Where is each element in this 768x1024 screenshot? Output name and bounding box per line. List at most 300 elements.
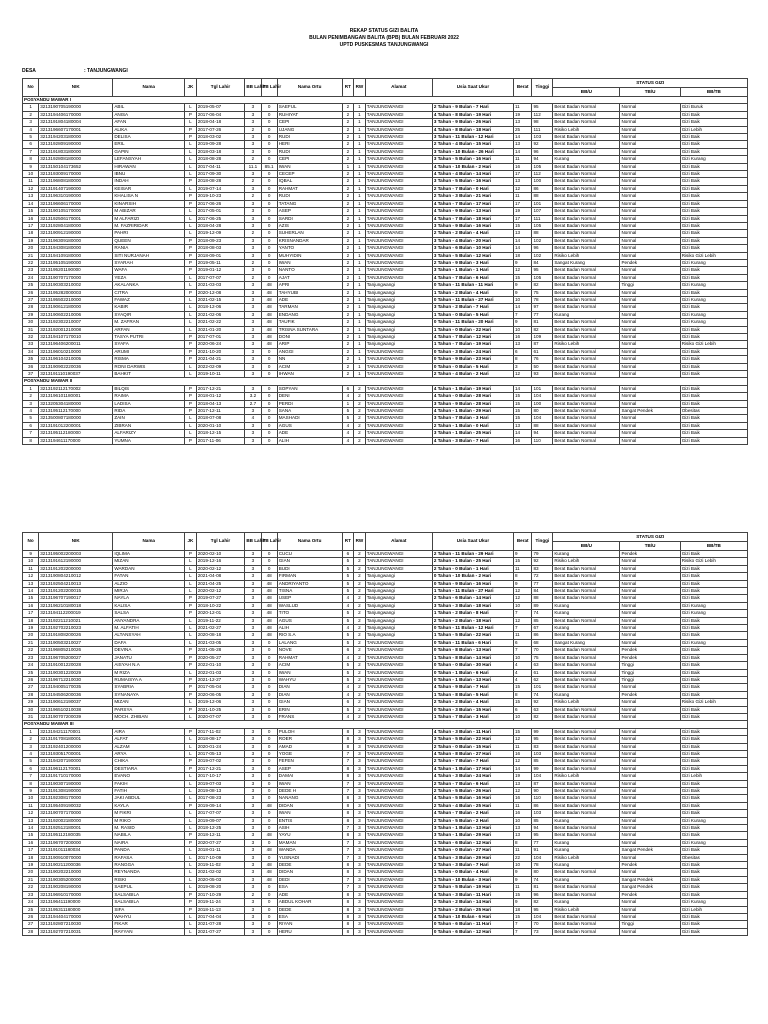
cell-tb: 0 bbox=[261, 810, 277, 817]
cell-usia: 1 Tahun - 0 Bulan - 5 Hari bbox=[432, 311, 513, 318]
cell-nama: ARFAN bbox=[113, 326, 185, 333]
cell-bbu: Berat Badan Normal bbox=[553, 913, 620, 920]
table-row bbox=[23, 891, 748, 898]
cell-ortu: UJANG bbox=[277, 126, 342, 133]
cell-bbtb: Gizi Baik bbox=[680, 222, 747, 229]
cell-nik: 3213190602210006 bbox=[39, 311, 113, 318]
cell-no: 22 bbox=[23, 259, 39, 266]
cell-tbu: Normal bbox=[620, 304, 680, 311]
cell-berat: 22 bbox=[513, 854, 532, 861]
cell-usia: 2 Tahun - 2 Bulan - 4 Hari bbox=[432, 230, 513, 237]
cell-nama: KABIR bbox=[113, 304, 185, 311]
posyandu-section-row bbox=[23, 378, 748, 385]
cell-alamat: TANJUNGWANGI bbox=[365, 393, 432, 400]
cell-bbtb: Gizi Baik bbox=[680, 928, 747, 935]
cell-usia: 4 Tahun - 7 Bulan - 2 Hari bbox=[432, 810, 513, 817]
cell-nik: 3213196309180000 bbox=[39, 237, 113, 244]
cell-nama: SAEPUL bbox=[113, 884, 185, 891]
report-institution: UPTD PUSKESMAS TANJUNGWANGI bbox=[339, 42, 429, 48]
cell-usia: 0 Tahun - 11 Bulan - 27 Hari bbox=[432, 296, 513, 303]
cell-ortu: AJAT bbox=[277, 274, 342, 281]
cell-no: 17 bbox=[23, 222, 39, 229]
column-header-tb: TB Lahir bbox=[261, 79, 277, 97]
cell-tgl: 2017-04-04 bbox=[196, 913, 245, 920]
cell-ortu: APRI bbox=[277, 282, 342, 289]
cell-rw: 3 bbox=[354, 825, 366, 832]
cell-no: 25 bbox=[23, 906, 39, 913]
cell-ortu: HERI bbox=[277, 141, 342, 148]
cell-jk: L bbox=[185, 171, 197, 178]
cell-tbu: Normal bbox=[620, 699, 680, 706]
cell-tbu: Normal bbox=[620, 780, 680, 787]
cell-ortu: DEDE H bbox=[277, 788, 342, 795]
cell-tgl: 2017-10-09 bbox=[196, 854, 245, 861]
cell-bb: 3 bbox=[245, 713, 261, 720]
cell-bbtb: Gizi Baik bbox=[680, 371, 747, 378]
cell-bbu: Berat Badan Normal bbox=[553, 134, 620, 141]
cell-nik: 3213196606170000 bbox=[39, 200, 113, 207]
cell-tgl: 2020-12-08 bbox=[196, 289, 245, 296]
cell-tb: 48 bbox=[261, 588, 277, 595]
cell-bbu: Risiko Lebih bbox=[553, 773, 620, 780]
cell-nik: 3213195409190032 bbox=[39, 802, 113, 809]
cell-bb: 3 bbox=[245, 237, 261, 244]
cell-nik: 3213193051700001 bbox=[39, 750, 113, 757]
cell-bbtb: Obesitas bbox=[680, 408, 747, 415]
cell-jk: P bbox=[185, 437, 197, 444]
cell-tinggi: 88 bbox=[532, 230, 553, 237]
cell-nik: 3213196808180000 bbox=[39, 178, 113, 185]
cell-tbu: Normal bbox=[620, 126, 680, 133]
cell-tb: 0 bbox=[261, 348, 277, 355]
cell-tbu: Normal bbox=[620, 913, 680, 920]
cell-bbtb: Gizi Baik bbox=[680, 334, 747, 341]
cell-nama: FATAN bbox=[113, 573, 185, 580]
cell-bb: 3 bbox=[245, 551, 261, 558]
cell-nik: 3213192112170002 bbox=[39, 385, 113, 392]
cell-tinggi: 84 bbox=[532, 588, 553, 595]
cell-ortu: AMAD bbox=[277, 743, 342, 750]
cell-alamat: TANJUNGWANGI bbox=[365, 371, 432, 378]
cell-tbu: Normal bbox=[620, 185, 680, 192]
cell-tinggi: 112 bbox=[532, 111, 553, 118]
table-row bbox=[23, 252, 748, 259]
cell-tgl: 2019-10-11 bbox=[196, 371, 245, 378]
cell-nik: 3213195002200003 bbox=[39, 551, 113, 558]
cell-bb: 3 bbox=[245, 802, 261, 809]
cell-berat: 14 bbox=[513, 148, 532, 155]
status-table-1 bbox=[22, 78, 748, 445]
cell-jk: L bbox=[185, 854, 197, 861]
cell-rt: 2 bbox=[342, 208, 354, 215]
cell-usia: 2 Tahun - 5 Bulan - 2 Hari bbox=[432, 817, 513, 824]
cell-jk: P bbox=[185, 341, 197, 348]
cell-usia: 4 Tahun - 3 Bulan - 7 Hari bbox=[432, 437, 513, 444]
cell-bbu: Berat Badan Normal bbox=[553, 891, 620, 898]
cell-alamat: TANJUNGWANGI bbox=[365, 825, 432, 832]
cell-no: 23 bbox=[23, 891, 39, 898]
cell-tinggi: 87 bbox=[532, 341, 553, 348]
cell-rt: 5 bbox=[342, 558, 354, 565]
cell-rt: 8 bbox=[342, 862, 354, 869]
table-row bbox=[23, 296, 748, 303]
cell-bbtb: Gizi Kurang bbox=[680, 319, 747, 326]
cell-tb: 0 bbox=[261, 639, 277, 646]
cell-usia: 3 Tahun - 1 Bulan - 25 Hari bbox=[432, 430, 513, 437]
cell-ortu: CEPI bbox=[277, 156, 342, 163]
cell-tgl: 2017-05-04 bbox=[196, 684, 245, 691]
cell-bb: 3 bbox=[245, 595, 261, 602]
cell-tb: 48 bbox=[261, 610, 277, 617]
table-row bbox=[23, 610, 748, 617]
cell-tinggi: 73 bbox=[532, 928, 553, 935]
cell-nik: 3213191803180000 bbox=[39, 148, 113, 155]
cell-bb: 3 bbox=[245, 341, 261, 348]
cell-tinggi: 105 bbox=[532, 163, 553, 170]
cell-tinggi: 104 bbox=[532, 415, 553, 422]
cell-tgl: 2018-07-08 bbox=[196, 415, 245, 422]
cell-no: 18 bbox=[23, 230, 39, 237]
cell-bbu: Berat Badan Normal bbox=[553, 393, 620, 400]
cell-tbu: Normal bbox=[620, 267, 680, 274]
cell-tinggi: 91 bbox=[532, 847, 553, 854]
cell-tinggi: 110 bbox=[532, 795, 553, 802]
cell-ortu: TAUFIK bbox=[277, 319, 342, 326]
table-row bbox=[23, 126, 748, 133]
cell-rt: 2 bbox=[342, 356, 354, 363]
cell-no: 14 bbox=[23, 588, 39, 595]
table-row bbox=[23, 245, 748, 252]
cell-bbtb: Gizi Baik bbox=[680, 595, 747, 602]
cell-rw: 1 bbox=[354, 237, 366, 244]
cell-jk: L bbox=[185, 773, 197, 780]
cell-no: 5 bbox=[23, 134, 39, 141]
cell-usia: 0 Tahun - 1 Bulan - 6 Hari bbox=[432, 669, 513, 676]
column-header-tgl: Tgl Lahir bbox=[196, 79, 245, 97]
cell-alamat: TANJUNGWANGI bbox=[365, 862, 432, 869]
cell-nama: ZAIN bbox=[113, 415, 185, 422]
cell-tb: 0 bbox=[261, 126, 277, 133]
cell-tinggi: 112 bbox=[532, 171, 553, 178]
cell-alamat: Tanjungwangi bbox=[365, 595, 432, 602]
cell-nama: QUEEN bbox=[113, 237, 185, 244]
cell-nik: 3213192002180000 bbox=[39, 817, 113, 824]
cell-nama: M ALFARIZI bbox=[113, 215, 185, 222]
cell-nik: 3213196705200027 bbox=[39, 654, 113, 661]
cell-tb: 48 bbox=[261, 580, 277, 587]
cell-jk: P bbox=[185, 356, 197, 363]
cell-nik: 3213192506170001 bbox=[39, 215, 113, 222]
cell-nama: JAKI ABDUL bbox=[113, 795, 185, 802]
column-header-usia: Usia Saat Ukur bbox=[432, 79, 513, 97]
cell-tgl: 2017-07-26 bbox=[196, 126, 245, 133]
cell-nik: 3213196210180018 bbox=[39, 602, 113, 609]
cell-berat: 14 bbox=[513, 134, 532, 141]
cell-no: 25 bbox=[23, 669, 39, 676]
cell-nama: SALSA bbox=[113, 610, 185, 617]
cell-ortu: GIAN bbox=[277, 558, 342, 565]
cell-bbtb: Gizi Baik bbox=[680, 230, 747, 237]
cell-tbu: Normal bbox=[620, 580, 680, 587]
cell-tgl: 2018-04-18 bbox=[196, 119, 245, 126]
cell-rw: 3 bbox=[354, 795, 366, 802]
cell-tb: 0 bbox=[261, 415, 277, 422]
cell-bb: 3 bbox=[245, 662, 261, 669]
cell-bbu: Berat Badan Normal bbox=[553, 588, 620, 595]
cell-bbu: Berat Badan Normal bbox=[553, 385, 620, 392]
cell-bb: 3 bbox=[245, 422, 261, 429]
cell-bbtb: Gizi Baik bbox=[680, 348, 747, 355]
cell-tbu: Normal bbox=[620, 334, 680, 341]
cell-no: 4 bbox=[23, 408, 39, 415]
cell-no: 16 bbox=[23, 215, 39, 222]
cell-bbtb: Gizi Baik bbox=[680, 326, 747, 333]
cell-ortu: PERDI bbox=[277, 400, 342, 407]
cell-tb: 0 bbox=[261, 356, 277, 363]
cell-rt: 2 bbox=[342, 171, 354, 178]
cell-bbtb: Gizi Lebih bbox=[680, 773, 747, 780]
cell-rw: 2 bbox=[354, 422, 366, 429]
cell-nik: 3213150104173652 bbox=[39, 163, 113, 170]
cell-rt: 2 bbox=[342, 334, 354, 341]
cell-ortu: ARIP bbox=[277, 341, 342, 348]
cell-jk: P bbox=[185, 237, 197, 244]
cell-alamat: Tanjungwangi bbox=[365, 304, 432, 311]
cell-jk: L bbox=[185, 304, 197, 311]
cell-bb: 3 bbox=[245, 669, 261, 676]
cell-tinggi: 85 bbox=[532, 617, 553, 624]
cell-tb: 0 bbox=[261, 780, 277, 787]
cell-tb: 0 bbox=[261, 185, 277, 192]
cell-no: 12 bbox=[23, 185, 39, 192]
cell-alamat: Tanjungwangi bbox=[365, 296, 432, 303]
cell-tinggi: 77 bbox=[532, 839, 553, 846]
cell-rw: 3 bbox=[354, 758, 366, 765]
cell-ortu: ENTIS bbox=[277, 817, 342, 824]
cell-bbu: Berat Badan Normal bbox=[553, 408, 620, 415]
cell-berat: 11 bbox=[513, 802, 532, 809]
cell-tbu: Normal bbox=[620, 148, 680, 155]
cell-tbu: Normal bbox=[620, 171, 680, 178]
cell-tgl: 2019-08-20 bbox=[196, 884, 245, 891]
cell-tinggi: 89 bbox=[532, 602, 553, 609]
cell-usia: 4 Tahun - 8 Bulan - 18 Hari bbox=[432, 126, 513, 133]
cell-nama: WAFA bbox=[113, 267, 185, 274]
cell-berat: 14 bbox=[513, 385, 532, 392]
cell-usia: 3 Tahun - 5 Bulan - 22 Hari bbox=[432, 736, 513, 743]
cell-ortu: ERIN bbox=[277, 706, 342, 713]
cell-bb: 3 bbox=[245, 304, 261, 311]
cell-tb: 0 bbox=[261, 669, 277, 676]
cell-alamat: TANJUNGWANGI bbox=[365, 713, 432, 720]
cell-nama: M ABIZAR bbox=[113, 208, 185, 215]
table-row bbox=[23, 839, 748, 846]
cell-tinggi: 92 bbox=[532, 558, 553, 565]
cell-bb: 3 bbox=[245, 639, 261, 646]
cell-bbu: Berat Badan Normal bbox=[553, 565, 620, 572]
cell-bb: 3 bbox=[245, 311, 261, 318]
cell-no: 20 bbox=[23, 632, 39, 639]
cell-nik: 3213194506200036 bbox=[39, 691, 113, 698]
cell-tinggi: 81 bbox=[532, 319, 553, 326]
cell-rw: 2 bbox=[354, 713, 366, 720]
cell-tbu: Normal bbox=[620, 356, 680, 363]
cell-no: 2 bbox=[23, 736, 39, 743]
cell-tbu: Normal bbox=[620, 141, 680, 148]
cell-bbu: Berat Badan Normal bbox=[553, 676, 620, 683]
cell-bb: 3 bbox=[245, 385, 261, 392]
cell-berat: 10 bbox=[513, 602, 532, 609]
cell-bb: 3 bbox=[245, 854, 261, 861]
cell-jk: L bbox=[185, 825, 197, 832]
cell-alamat: TANJUNGWANGI bbox=[365, 728, 432, 735]
cell-jk: L bbox=[185, 371, 197, 378]
cell-bb: 3 bbox=[245, 684, 261, 691]
cell-bbu: Berat Badan Normal bbox=[553, 430, 620, 437]
cell-nik: 3213194611170000 bbox=[39, 437, 113, 444]
cell-tgl: 2021-05-28 bbox=[196, 647, 245, 654]
cell-bb: 3 bbox=[245, 610, 261, 617]
cell-no: 20 bbox=[23, 245, 39, 252]
table-row bbox=[23, 699, 748, 706]
cell-no: 26 bbox=[23, 913, 39, 920]
cell-tgl: 2018-10-22 bbox=[196, 602, 245, 609]
cell-tb: 0 bbox=[261, 788, 277, 795]
cell-usia: 2 Tahun - 6 Bulan - 14 Hari bbox=[432, 595, 513, 602]
cell-tbu: Normal bbox=[620, 200, 680, 207]
cell-rt: 2 bbox=[342, 319, 354, 326]
cell-tgl: 2022-01-10 bbox=[196, 662, 245, 669]
cell-rw: 3 bbox=[354, 899, 366, 906]
cell-rt: 1 bbox=[342, 400, 354, 407]
cell-ortu: ROER bbox=[277, 736, 342, 743]
cell-nik: 3213195502210000 bbox=[39, 296, 113, 303]
cell-tb: 0 bbox=[261, 422, 277, 429]
cell-jk: L bbox=[185, 573, 197, 580]
cell-berat: 19 bbox=[513, 111, 532, 118]
cell-usia: 3 Tahun - 5 Bulan - 16 Hari bbox=[432, 156, 513, 163]
cell-bbtb: Gizi Baik bbox=[680, 267, 747, 274]
cell-tbu: Pendek bbox=[620, 862, 680, 869]
cell-rw: 2 bbox=[354, 573, 366, 580]
cell-berat: 16 bbox=[513, 163, 532, 170]
cell-rt: 2 bbox=[342, 119, 354, 126]
cell-alamat: TANJUNGWANGI bbox=[365, 134, 432, 141]
cell-tbu: Normal bbox=[620, 810, 680, 817]
table-row bbox=[23, 884, 748, 891]
cell-bbu: Berat Badan Normal bbox=[553, 795, 620, 802]
cell-bb: 11.1 bbox=[245, 163, 261, 170]
cell-tbu: Normal bbox=[620, 625, 680, 632]
cell-berat: 12 bbox=[513, 595, 532, 602]
cell-rw: 2 bbox=[354, 691, 366, 698]
cell-berat: 12 bbox=[513, 736, 532, 743]
cell-usia: 0 Tahun - 11 Bulan - 11 Hari bbox=[432, 282, 513, 289]
cell-no: 8 bbox=[23, 156, 39, 163]
cell-jk: P bbox=[185, 691, 197, 698]
cell-rt: 2 bbox=[342, 156, 354, 163]
cell-bb: 3 bbox=[245, 602, 261, 609]
cell-rw: 3 bbox=[354, 847, 366, 854]
cell-ortu: DENI bbox=[277, 393, 342, 400]
cell-tb: 48 bbox=[261, 862, 277, 869]
cell-tgl: 2018-09-23 bbox=[196, 237, 245, 244]
table-row bbox=[23, 334, 748, 341]
cell-bbu: Berat Badan Normal bbox=[553, 326, 620, 333]
cell-berat: 8 bbox=[513, 691, 532, 698]
cell-bbu: Berat Badan Normal bbox=[553, 334, 620, 341]
cell-ortu: YUSNADI bbox=[277, 854, 342, 861]
cell-nik: 3213195311180000 bbox=[39, 906, 113, 913]
table-row bbox=[23, 743, 748, 750]
cell-tinggi: 105 bbox=[532, 222, 553, 229]
cell-no: 14 bbox=[23, 825, 39, 832]
cell-nik: 3213195282000003 bbox=[39, 289, 113, 296]
cell-tgl: 2021-10-25 bbox=[196, 706, 245, 713]
cell-tbu: Normal bbox=[620, 817, 680, 824]
cell-tb: 85.1 bbox=[261, 163, 277, 170]
cell-tb: 0 bbox=[261, 385, 277, 392]
cell-nama: MIRJA bbox=[113, 588, 185, 595]
cell-jk: L bbox=[185, 817, 197, 824]
cell-nama: PAHRI bbox=[113, 230, 185, 237]
cell-rw: 2 bbox=[354, 385, 366, 392]
cell-rt: 6 bbox=[342, 699, 354, 706]
cell-no: 29 bbox=[23, 311, 39, 318]
posyandu-section-title: POSYANDU MAWAR II bbox=[23, 378, 748, 385]
cell-berat: 3 bbox=[513, 363, 532, 370]
cell-ortu: DIDAN bbox=[277, 869, 342, 876]
table-row bbox=[23, 876, 748, 883]
cell-berat: 9 bbox=[513, 282, 532, 289]
table-row bbox=[23, 363, 748, 370]
cell-tbu: Normal bbox=[620, 773, 680, 780]
cell-bbtb: Gizi Baik bbox=[680, 654, 747, 661]
cell-berat: 12 bbox=[513, 788, 532, 795]
cell-ortu: SOPYAN bbox=[277, 385, 342, 392]
cell-rw: 1 bbox=[354, 134, 366, 141]
cell-alamat: TANJUNGWANGI bbox=[365, 639, 432, 646]
cell-tgl: 2018-11-13 bbox=[196, 906, 245, 913]
cell-alamat: TANJUNGWANGI bbox=[365, 245, 432, 252]
cell-nik: 3213190612190037 bbox=[39, 699, 113, 706]
table-row bbox=[23, 580, 748, 587]
cell-alamat: Tanjungwangi bbox=[365, 573, 432, 580]
cell-bbu: Kurang bbox=[553, 610, 620, 617]
cell-tb: 0 bbox=[261, 274, 277, 281]
cell-alamat: TANJUNGWANGI bbox=[365, 758, 432, 765]
cell-nik: 3213190902220036 bbox=[39, 363, 113, 370]
cell-tbu: Normal bbox=[620, 393, 680, 400]
cell-bb: 3 bbox=[245, 847, 261, 854]
table-row bbox=[23, 921, 748, 928]
cell-nik: 3213190211200036 bbox=[39, 862, 113, 869]
cell-nama: AFAN bbox=[113, 119, 185, 126]
cell-bb: 2.7 bbox=[245, 400, 261, 407]
cell-tinggi: 109 bbox=[532, 334, 553, 341]
cell-tgl: 2020-01-24 bbox=[196, 743, 245, 750]
cell-bb: 4 bbox=[245, 415, 261, 422]
cell-usia: 1 Tahun - 5 Bulan - 22 Hari bbox=[432, 632, 513, 639]
cell-nama: KALISA bbox=[113, 602, 185, 609]
cell-ortu: NANTO bbox=[277, 267, 342, 274]
cell-tinggi: 77 bbox=[532, 311, 553, 318]
cell-nik: 3213194404170000 bbox=[39, 913, 113, 920]
cell-alamat: TANJUNGWANGI bbox=[365, 422, 432, 429]
cell-alamat: TANJUNGWANGI bbox=[365, 437, 432, 444]
cell-usia: 4 Tahun - 7 Bulan - 12 Hari bbox=[432, 334, 513, 341]
cell-tgl: 2019-11-02 bbox=[196, 862, 245, 869]
